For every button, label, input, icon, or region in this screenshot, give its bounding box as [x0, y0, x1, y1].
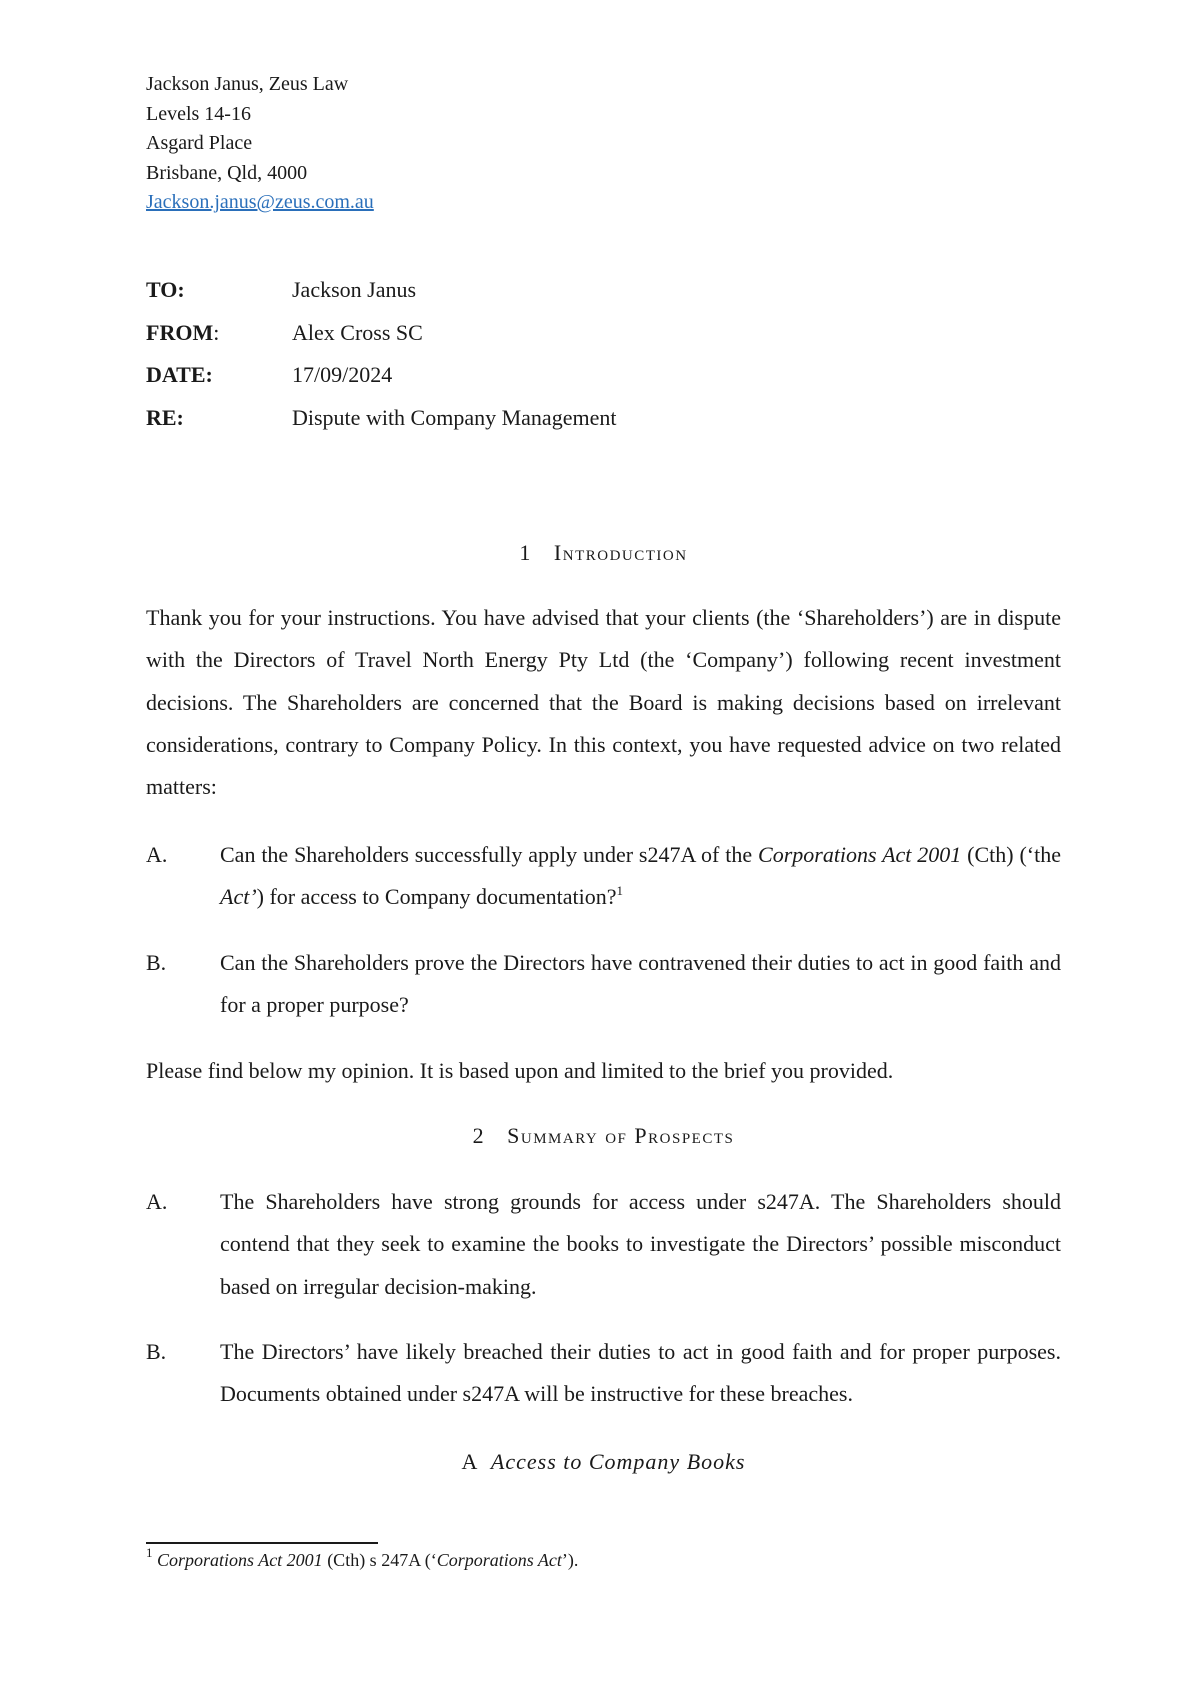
intro-paragraph: Thank you for your instructions. You have advised that your clients (the ‘Shareholders’) are in dispute with the Directors of Travel North Energy Pty Ltd (the ‘Company’) following recent investment decisions. The Shareholders are concerned that the Board is making decisions based on irrelevant considerations, contrary to Company Policy. In this context, you have requested advice on two related matters:: [146, 605, 1061, 800]
prospect-a: [146, 1181, 1061, 1308]
footnote-1-number: 1: [146, 1545, 153, 1560]
section-1-title: Introduction: [553, 540, 688, 565]
section-2-title: Summary of Prospects: [507, 1123, 735, 1148]
memo-to-row: [146, 277, 616, 320]
subsection-a-letter: A: [461, 1449, 479, 1474]
memo-from-value: Alex Cross SC: [292, 319, 423, 345]
section-1-number: 1: [519, 540, 532, 565]
sender-city: Brisbane, Qld, 4000: [146, 161, 308, 184]
question-a-marker: A.: [146, 842, 168, 867]
sender-address-block: [146, 70, 374, 218]
sender-building: Asgard Place: [146, 132, 253, 154]
question-a-text: Can the Shareholders successfully apply under s247A of the Corporations Act 2001 (Cth) (‘the Act’) for access to Company documentation?$^1$: [220, 842, 1062, 910]
footnote-1: $^1$ Corporations Act 2001 (Cth) s 247A (‘Corporations Act’).: [146, 1545, 579, 1570]
section-2-heading: [146, 1123, 1061, 1149]
sender-email-link[interactable]: Jackson.janus@zeus.com.au: [146, 191, 374, 213]
subsection-a-title: Access to Company Books: [490, 1449, 746, 1474]
prospect-b-text: The Directors’ have likely breached their duties to act in good faith and for proper purposes. Documents obtained under s247A will be instructive for these breaches.: [220, 1339, 1061, 1407]
question-b: [146, 942, 1061, 1027]
section-1-heading: [146, 540, 1061, 566]
sender-name-firm: Jackson Janus, Zeus Law: [146, 73, 349, 95]
subsection-a-heading: [146, 1449, 1061, 1475]
sender-levels: Levels 14-16: [146, 102, 251, 125]
memo-date-value: 17/09/2024: [292, 362, 393, 387]
prospect-b-marker: B.: [146, 1339, 167, 1364]
memo-from-label: FROM:: [146, 319, 220, 345]
memo-header: [146, 277, 616, 447]
memo-to-value: Jackson Janus: [292, 277, 417, 302]
memo-re-row: [146, 405, 616, 448]
question-a: [146, 834, 1061, 919]
prospect-a-marker: A.: [146, 1189, 168, 1214]
memo-from-row: [146, 320, 616, 363]
question-b-marker: B.: [146, 950, 167, 975]
memo-to-label: TO:: [146, 277, 185, 302]
prospect-b: [146, 1331, 1061, 1416]
section-2-number: 2: [472, 1123, 486, 1148]
question-b-text: Can the Shareholders prove the Directors have contravened their duties to act in good faith and for a proper purpose?: [220, 950, 1061, 1018]
memo-date-row: [146, 362, 616, 405]
prospect-a-text: The Shareholders have strong grounds for access under s247A. The Shareholders should contend that they seek to examine the books to investigate the Directors’ possible misconduct based on irregular decision-making.: [220, 1189, 1061, 1299]
memo-re-value: Dispute with Company Management: [292, 404, 617, 430]
memo-date-label: DATE:: [146, 362, 213, 387]
memo-re-label: RE:: [146, 404, 184, 430]
footnote-separator: [146, 1542, 378, 1544]
footnote-ref-1[interactable]: 1: [616, 883, 623, 899]
closing-paragraph: Please find below my opinion. It is based upon and limited to the brief you provided.: [146, 1058, 894, 1083]
